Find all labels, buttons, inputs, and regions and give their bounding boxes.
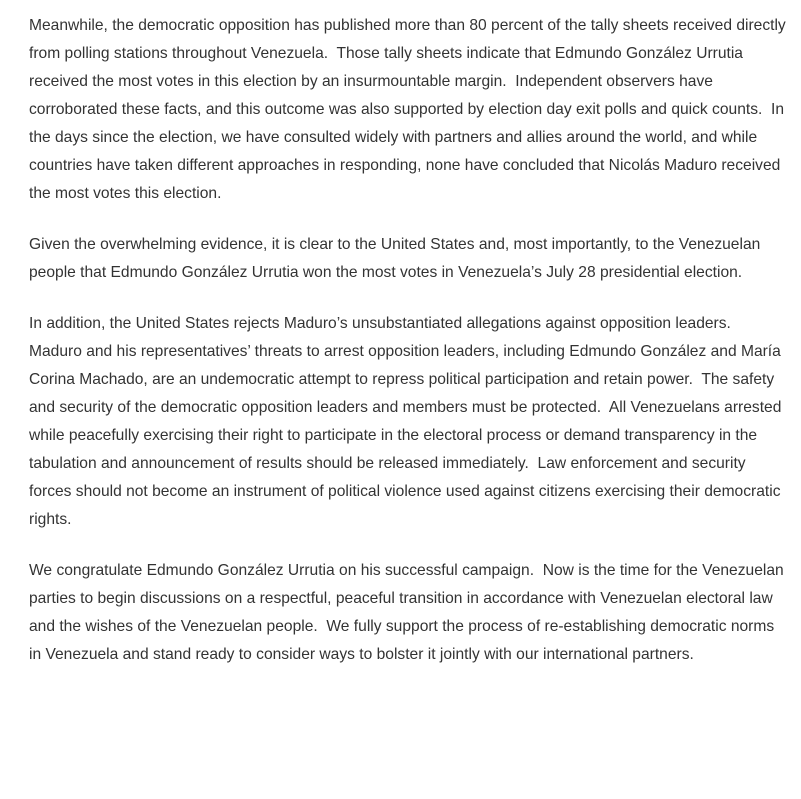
paragraph-congratulations: We congratulate Edmundo González Urrutia on his successful campaign. Now is the time for the Venezuelan parties to begin discussions on a respectful, peaceful transition in accordance with Venezuelan electoral law and the wishes of the Venezuelan people. We fully support the process of re-establishing democratic norms in Venezuela and stand ready to consider ways to bolster it jointly with our international partners. <box>29 562 789 663</box>
article-body <box>29 12 789 692</box>
paragraph-allegations: In addition, the United States rejects Maduro’s unsubstantiated allegations against opposition leaders. Maduro and his representatives’ threats to arrest opposition leaders, including Edmundo González and María Corina Machado, are an undemocratic attempt to repress political participation and retain power. The safety and security of the democratic opposition leaders and members must be protected. All Venezuelans arrested while peacefully exercising their right to participate in the electoral process or demand transparency in the tabulation and announcement of results should be released immediately. Law enforcement and security forces should not become an instrument of political violence used against citizens exercising their democratic rights. <box>29 315 786 528</box>
paragraph-tally-sheets: Meanwhile, the democratic opposition has published more than 80 percent of the tally sheets received directly from polling stations throughout Venezuela. Those tally sheets indicate that Edmundo González Urrutia received the most votes in this election by an insurmountable margin. Independent observers have corroborated these facts, and this outcome was also supported by election day exit polls and quick counts. In the days since the election, we have consulted widely with partners and allies around the world, and while countries have taken different approaches in responding, none have concluded that Nicolás Maduro received the most votes this election. <box>29 17 791 202</box>
paragraph-evidence: Given the overwhelming evidence, it is clear to the United States and, most importantly, to the Venezuelan people that Edmundo González Urrutia won the most votes in Venezuela’s July 28 presidential election. <box>29 236 765 281</box>
